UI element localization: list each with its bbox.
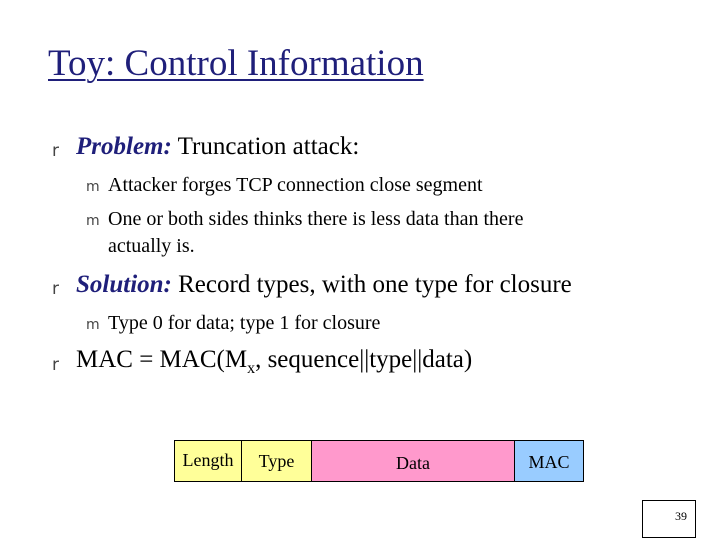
sub-bullet-marker: m [86, 179, 100, 195]
problem-label: Problem: [76, 133, 172, 160]
solution-text: Record types, with one type for closure [171, 271, 572, 298]
problem-sub-2: One or both sides thinks there is less data than there [108, 208, 524, 230]
problem-text: Truncation attack: [171, 133, 360, 160]
mac-field: MAC [514, 440, 584, 482]
type-field: Type [241, 440, 312, 482]
solution-label: Solution: [76, 271, 172, 298]
problem-sub-1: Attacker forges TCP connection close segment [108, 174, 483, 196]
slide-title: Toy: Control Information [48, 43, 424, 84]
sub-bullet-marker: m [86, 317, 100, 333]
bullet-marker: r [52, 355, 59, 375]
bullet-marker: r [52, 279, 59, 299]
mac-bullet: MAC = $MAC(M_x$, sequence||type||data) [76, 346, 473, 377]
length-field: Length [174, 440, 242, 482]
slide-number: 39 [642, 500, 696, 538]
problem-bullet [76, 133, 359, 161]
solution-bullet [76, 271, 572, 299]
bullet-marker: r [52, 141, 59, 161]
data-field: Data [311, 440, 515, 482]
sub-bullet-marker: m [86, 213, 100, 229]
problem-sub-2-cont: actually is. [108, 235, 195, 257]
solution-sub-1: Type 0 for data; type 1 for closure [108, 312, 381, 334]
mac-subscript: x [247, 360, 256, 377]
